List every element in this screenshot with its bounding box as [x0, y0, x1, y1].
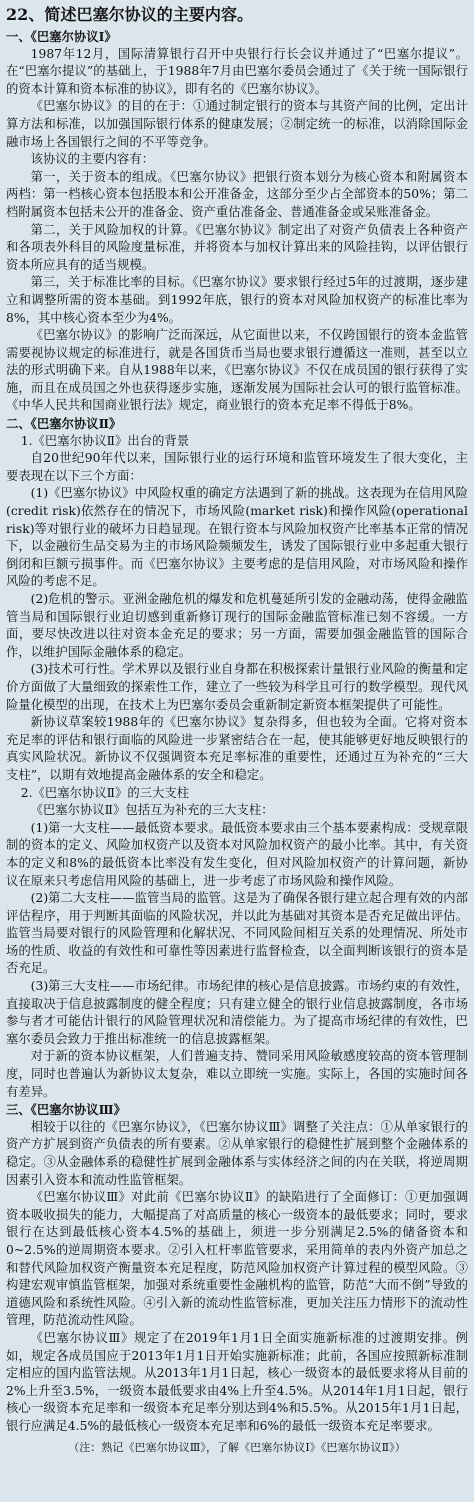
paragraph: 《巴塞尔协议Ⅲ》规定了在2019年1月1日全面实施新标准的过渡期安排。例如，规定各成员国应于2013年1月1日开始实施新标准；此前，各国应按照新标准制定相应的国内监管法规。从2013年1月1日起，核心一级资本的最低要求将从目前的2%上升至3.5%，一级资本最低要求由4%上升至4.5%。从2014年1月1日起，银行核心一级资本充足率和一级资本充足率分别达到4%和5.5%。从2015年1月1日起，银行应满足4.5%的最低核心一级资本充足率和6%的最低一级资本充足率要求。	[6, 1330, 468, 1433]
paragraph: 《巴塞尔协议》的目的在于：①通过制定银行的资本与其资产间的比例，定出计算方法和标准，以加强国际银行体系的健康发展；②制定统一的标准，以消除国际金融市场上各国银行之间的不平等竞争。	[6, 99, 468, 149]
paragraph: (2)第二大支柱——监管当局的监管。这是为了确保各银行建立起合理有效的内部评估程序，用于判断其面临的风险状况，并以此为基础对其资本是否充足做出评估。监管当局要对银行的风险管理和化解状况、不同风险间相互关系的处理情况、所处市场的性质、收益的有效性和可靠性等因素进行监督检查，以全面判断该银行的资本是否充足。	[6, 891, 468, 976]
paragraph: 相较于以往的《巴塞尔协议》，《巴塞尔协议Ⅲ》调整了关注点：①从单家银行的资产方扩展到资产负债表的所有要素。②从单家银行的稳健性扩展到整个金融体系的稳定。③从金融体系的稳健性扩展到金融体系与实体经济之间的内在关联，将逆周期因素引入资本和流动性监管框架。	[6, 1119, 468, 1187]
paragraph: (2)危机的警示。亚洲金融危机的爆发和危机蔓延所引发的金融动荡，使得金融监管当局和国际银行业迫切感到重新修订现行的国际金融监管标准已刻不容缓。一方面，要尽快改进以往对资本金充足的要求；另一方面，需要加强金融监管的国际合作，以维护国际金融体系的稳定。	[6, 592, 468, 659]
paragraph: 自20世纪90年代以来，国际银行业的运行环境和监管环境发生了很大变化，主要表现在以下三个方面：	[6, 451, 468, 483]
question-title: 22、简述巴塞尔协议的主要内容。	[6, 5, 254, 24]
paragraph: 第二，关于风险加权的计算。《巴塞尔协议》制定出了对资产负债表上各种资产和各项表外科目的风险度量标准，并将资本与加权计算出来的风险挂钩，以评估银行资本所应具有的适当规模。	[6, 222, 468, 272]
paragraph: 《巴塞尔协议Ⅲ》对此前《巴塞尔协议Ⅱ》的缺陷进行了全面修订：①更加强调资本吸收损失的能力，大幅提高了对高质量的核心一级资本的最低要求；同时，要求银行在达到最低核心资本4.5%的基础上，须进一步分别满足2.5%的储备资本和0~2.5%的逆周期资本要求。②引入杠杆率监管要求，采用简单的表内外资产加总之和替代风险加权资产衡量资本充足程度，防范风险加权资产计算过程的模型风险。③构建宏观审慎监管框架，加强对系统重要性金融机构的监管，防范“大而不倒”导致的道德风险和系统性风险。④引入新的流动性监管标准，更加关注压力情形下的流动性管理，防范流动性风险。	[6, 1190, 468, 1328]
paragraph: 新协议草案较1988年的《巴塞尔协议》复杂得多，但也较为全面。它将对资本充足率的评估和银行面临的风险进一步紧密结合在一起，使其能够更好地反映银行的真实风险状况。新协议不仅强调资本充足率标准的重要性，还通过互为补充的“三大支柱”，以期有效地提高金融体系的安全和稳定。	[6, 715, 468, 782]
paragraph: 《巴塞尔协议Ⅱ》包括互为补充的三大支柱：	[30, 803, 274, 818]
paragraph: 该协议的主要内容有：	[30, 152, 155, 167]
paragraph: (3)第三大支柱——市场纪律。市场纪律的核心是信息披露。市场约束的有效性，直接取决于信息披露制度的健全程度；只有建立健全的银行业信息披露制度，各市场参与者才可能估计银行的风险管理状况和清偿能力。为了提高市场纪律的有效性，巴塞尔委员会致力于推出标准统一的信息披露框架。	[6, 979, 468, 1046]
paragraph: 第一，关于资本的组成。《巴塞尔协议》把银行资本划分为核心资本和附属资本两档：第一档核心资本包括股本和公开准备金，这部分至少占全部资本的50%；第二档附属资本包括未公开的准备金、资产重估准备金、普通准备金或呆账准备金。	[6, 169, 468, 219]
section-heading-basel-1: 一、《巴塞尔协议Ⅰ》	[6, 29, 117, 44]
paragraph: (1)《巴塞尔协议》中风险权重的确定方法遇到了新的挑战。这表现为在信用风险(credit risk)依然存在的情况下，市场风险(market risk)和操作风险(operational risk)等对银行业的破坏力日趋显现。在银行资本与风险加权资产比率基本正常的情况下，以金融衍生品交易为主的市场风险频频发生，诱发了国际银行业中多起重大银行倒闭和巨额亏损事件。而《巴塞尔协议》主要考虑的是信用风险，对市场风险和操作风险的考虑不足。	[6, 486, 468, 589]
paragraph: 第三，关于标准比率的目标。《巴塞尔协议》要求银行经过5年的过渡期，逐步建立和调整所需的资本基础。到1992年底，银行的资本对风险加权资产的标准比率为8%，其中核心资本至少为4%。	[6, 275, 468, 325]
section-heading-basel-3: 三、《巴塞尔协议Ⅲ》	[6, 1102, 126, 1118]
paragraph: 对于新的资本协议框架，人们普遍支持、赞同采用风险敏感度较高的资本管理制度，同时也普遍认为新协议太复杂，难以立即统一实施。实际上，各国的实施时间各有差异。	[6, 1049, 468, 1099]
paragraph: (3)技术可行性。学术界以及银行业自身都在积极探索计量银行业风险的衡量和定价方面做了大量细致的探索性工作，建立了一些较为科学且可行的数学模型。现代风险量化模型的出现，在技术上为巴塞尔委员会重新制定新资本框架提供了可能性。	[6, 662, 468, 712]
subheading: 1.《巴塞尔协议Ⅱ》出台的背景	[20, 433, 190, 448]
paragraph: (1)第一大支柱——最低资本要求。最低资本要求由三个基本要素构成：受规章限制的资本的定义、风险加权资产以及资本对风险加权资产的最小比率。其中，有关资本的定义和8%的最低资本比率没有发生变化，但对风险加权资产的计算问题，新协议在原来只考虑信用风险的基础上，进一步考虑了市场风险和操作风险。	[6, 820, 468, 888]
footnote: （注：熟记《巴塞尔协议Ⅲ》，了解《巴塞尔协议Ⅰ》《巴塞尔协议Ⅱ》）	[68, 1440, 406, 1454]
subheading: 2.《巴塞尔协议Ⅱ》的三大支柱	[20, 785, 190, 800]
section-heading-basel-2: 二、《巴塞尔协议Ⅱ》	[6, 416, 122, 432]
paragraph: 《巴塞尔协议》的影响广泛而深远，从它面世以来，不仅跨国银行的资本金监管需要视协议规定的标准进行，就是各国货币当局也要求银行遵循这一准则，甚至以立法的形式明确下来。自从1988年以来，《巴塞尔协议》不仅在成员国的银行获得了实施，而且在成员国之外也获得逐步实施，逐渐发展为国际社会认可的银行监管标准。《中华人民共和国商业银行法》规定，商业银行的资本充足率不得低于8%。	[6, 328, 468, 413]
paragraph: 1987年12月，国际清算银行召开中央银行行长会议并通过了“巴塞尔提议”。在“巴塞尔提议”的基础上，于1988年7月由巴塞尔委员会通过了《关于统一国际银行的资本计算和资本标准的协议》，即有名的《巴塞尔协议》。	[6, 46, 468, 96]
